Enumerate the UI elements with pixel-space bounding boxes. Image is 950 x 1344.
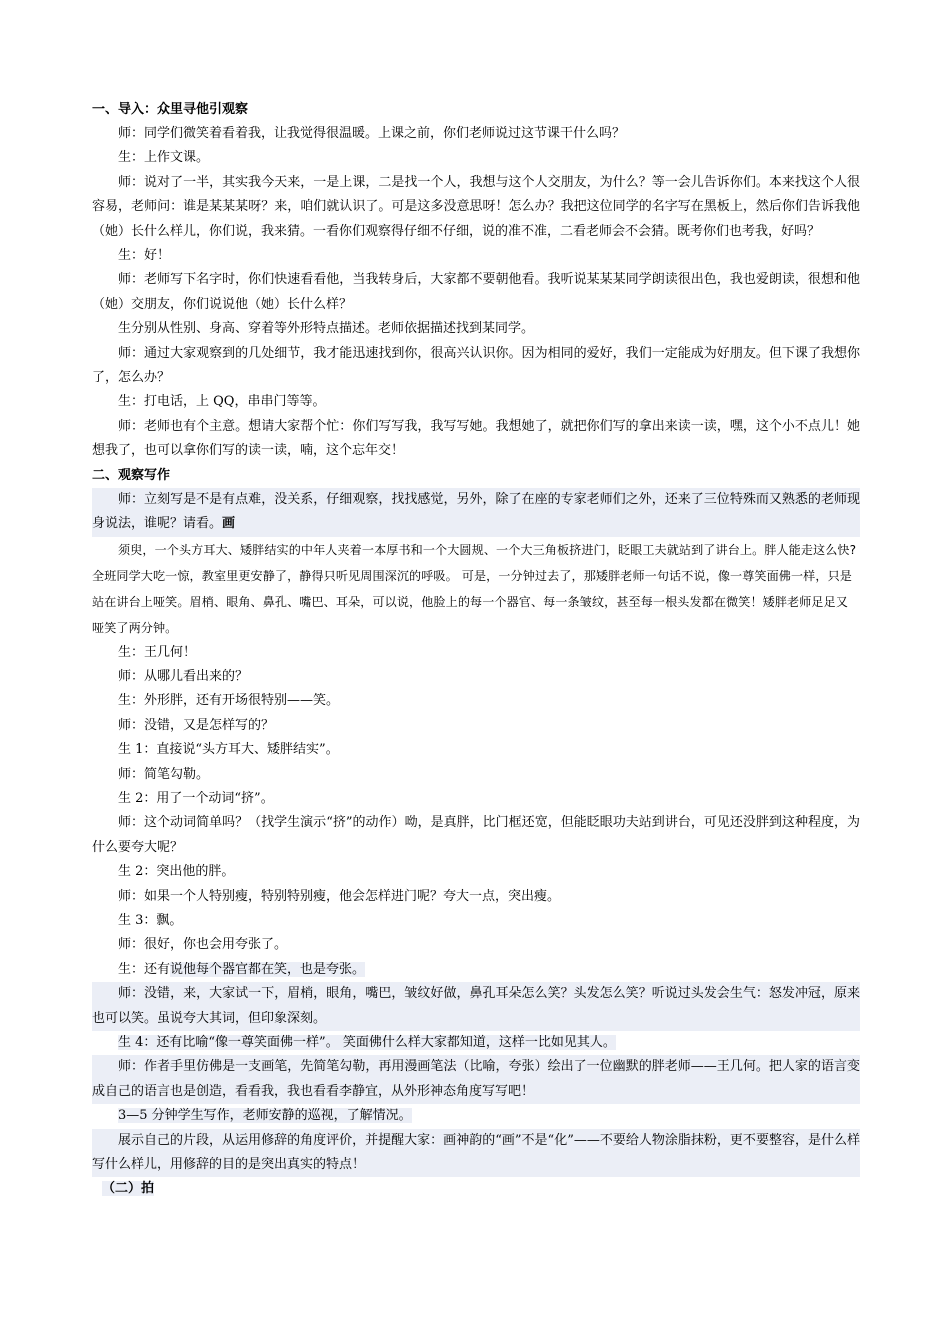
document-body — [92, 98, 860, 1201]
dialog-line: 师：很好，你也会用夸张了。 — [118, 937, 288, 953]
dialog-line: 生 1：直接说“头方耳大、矮胖结实”。 — [118, 742, 339, 758]
dialog-line-highlighted — [92, 958, 860, 982]
paragraph: 生分别从性别、身高、穿着等外形特点描述。老师依据描述找到某同学。 — [118, 321, 535, 337]
paragraph-highlighted — [92, 1104, 860, 1128]
dialog-line: 生：外形胖，还有开场很特别——笑。 — [118, 693, 340, 709]
highlighted-text: 说他每个器官都在笑，也是夸张。 — [170, 961, 366, 977]
section-heading-2: 二、观察写作 — [92, 467, 171, 483]
dialog-line: 师：简笔勾勒。 — [118, 766, 210, 782]
dialog-line-highlighted: 师：没错，来，大家试一下，眉梢，眼角，嘴巴，皱纹好做，鼻孔耳朵怎么笑？头发怎么笑？听说过头发会生气：怒发冲冠，原来也可以笑。虽说夸大其词，但印象深刻。 — [92, 982, 860, 1031]
dialog-line: 生 2：突出他的胖。 — [118, 864, 235, 880]
dialog-line: 师：从哪儿看出来的？ — [118, 668, 249, 684]
subsection-heading-text: （二）拍 — [102, 1181, 155, 1197]
paragraph: 生：打电话，上 QQ，串串门等等。 — [118, 394, 326, 410]
subsection-heading — [92, 1177, 860, 1201]
dialog-line: 师：如果一个人特别瘦，特别特别瘦，他会怎样进门呢？夸大一点，突出瘦。 — [118, 888, 561, 904]
highlighted-text: 生 4：还有比喻“像一尊笑面佛一样”。 笑面佛什么样大家都知道，这样一比如见其人。 — [118, 1035, 616, 1050]
paragraph: 师：同学们微笑着看着我，让我觉得很温暖。上课之前，你们老师说过这节课干什么吗？ — [118, 126, 626, 141]
paragraph: 师：说对了一半，其实我今天来，一是上课，二是找一个人，我想与这个人交朋友，为什么？等一会儿告诉你们。本来找这个人很容易，老师问：谁是某某某呀？来，咱们就认识了。可是这多没意思呀！怎么办？我把这位同学的名字写在黑板上，然后你们告诉我他（她）长什么样儿，你们说，我来猜。一看你们观察得仔细不仔细，说的准不准，二看老师会不会猜。既考你们也考我，好吗？ — [92, 174, 860, 239]
paragraph: 生：上作文课。 — [118, 150, 210, 166]
dialog-line-highlighted: 师：作者手里仿佛是一支画笔，先简笔勾勒，再用漫画笔法（比喻，夸张）绘出了一位幽默的胖老师——王几何。把人家的语言变成自己的语言也是创造，看看我，我也看看李静宜，从外形神态角度写写吧！ — [92, 1055, 860, 1104]
dialog-line: 生 2：用了一个动词“挤”。 — [118, 790, 274, 806]
paragraph-highlighted: 展示自己的片段，从运用修辞的角度评价，并提醒大家：画神韵的“画”不是“化”——不要给人物涂脂抹粉，更不要整容，是什么样写什么样儿，用修辞的目的是突出真实的特点！ — [92, 1129, 860, 1178]
dialog-line: 师：这个动词简单吗？（找学生演示“挤”的动作）呦，是真胖，比门框还宽，但能眨眼功夫站到讲台，可见还没胖到这种程度，为什么要夸大呢？ — [92, 815, 860, 855]
dialog-line: 师：没错，又是怎样写的？ — [118, 717, 275, 733]
paragraph: 师：老师也有个主意。想请大家帮个忙：你们写写我，我写写她。我想她了，就把你们写的拿出来读一读，嘿，这个小不点儿！她想我了，也可以拿你们写的读一读，喃，这个忘年交！ — [92, 418, 860, 459]
quoted-passage: 须臾，一个头方耳大、矮胖结实的中年人夹着一本厚书和一个大圆规、一个大三角板挤进门，眨眼工夫就站到了讲台上。胖人能走这么快?全班同学大吃一惊，教室里更安静了，静得只听见周围深沉的呼吸。 可是，一分钟过去了，那矮胖老师一句话不说，像一尊笑面佛一样，只是站在讲台上哑笑。眉梢、眼角、鼻孔、嘴巴、耳朵，可以说，他脸上的每一个器官、每一条皱纹，甚至每一根头发都在微笑！矮胖老师足足又哑笑了两分钟。 — [92, 542, 857, 635]
paragraph-intro — [92, 488, 860, 537]
paragraph: 师：老师写下名字时，你们快速看看他，当我转身后，大家都不要朝他看。我听说某某某同学朗读很出色，我也爱朗读，很想和他（她）交朋友，你们说说他（她）长什么样？ — [92, 272, 860, 312]
intro-text: 师：立刻写是不是有点难，没关系，仔细观察，找找感觉，另外，除了在座的专家老师们之外，还来了三位特殊而又熟悉的老师现身说法，谁呢？请看。 — [92, 491, 860, 532]
highlighted-text: 3—5 分钟学生写作，老师安静的巡视，了解情况。 — [118, 1108, 412, 1124]
dialog-prefix: 生：还有 — [118, 961, 171, 977]
paragraph: 师：通过大家观察到的几处细节，我才能迅速找到你，很高兴认识你。因为相同的爱好，我们一定能成为好朋友。但下课了我想你了，怎么办？ — [92, 345, 860, 386]
intro-mark: 画 — [222, 516, 236, 532]
paragraph: 生：好！ — [118, 248, 171, 264]
dialog-line: 生 3：飘。 — [118, 912, 183, 928]
section-heading-1: 一、导入：众里寻他引观察 — [92, 102, 249, 117]
dialog-line: 生：王几何！ — [118, 644, 197, 660]
dialog-line-highlighted — [92, 1031, 860, 1055]
